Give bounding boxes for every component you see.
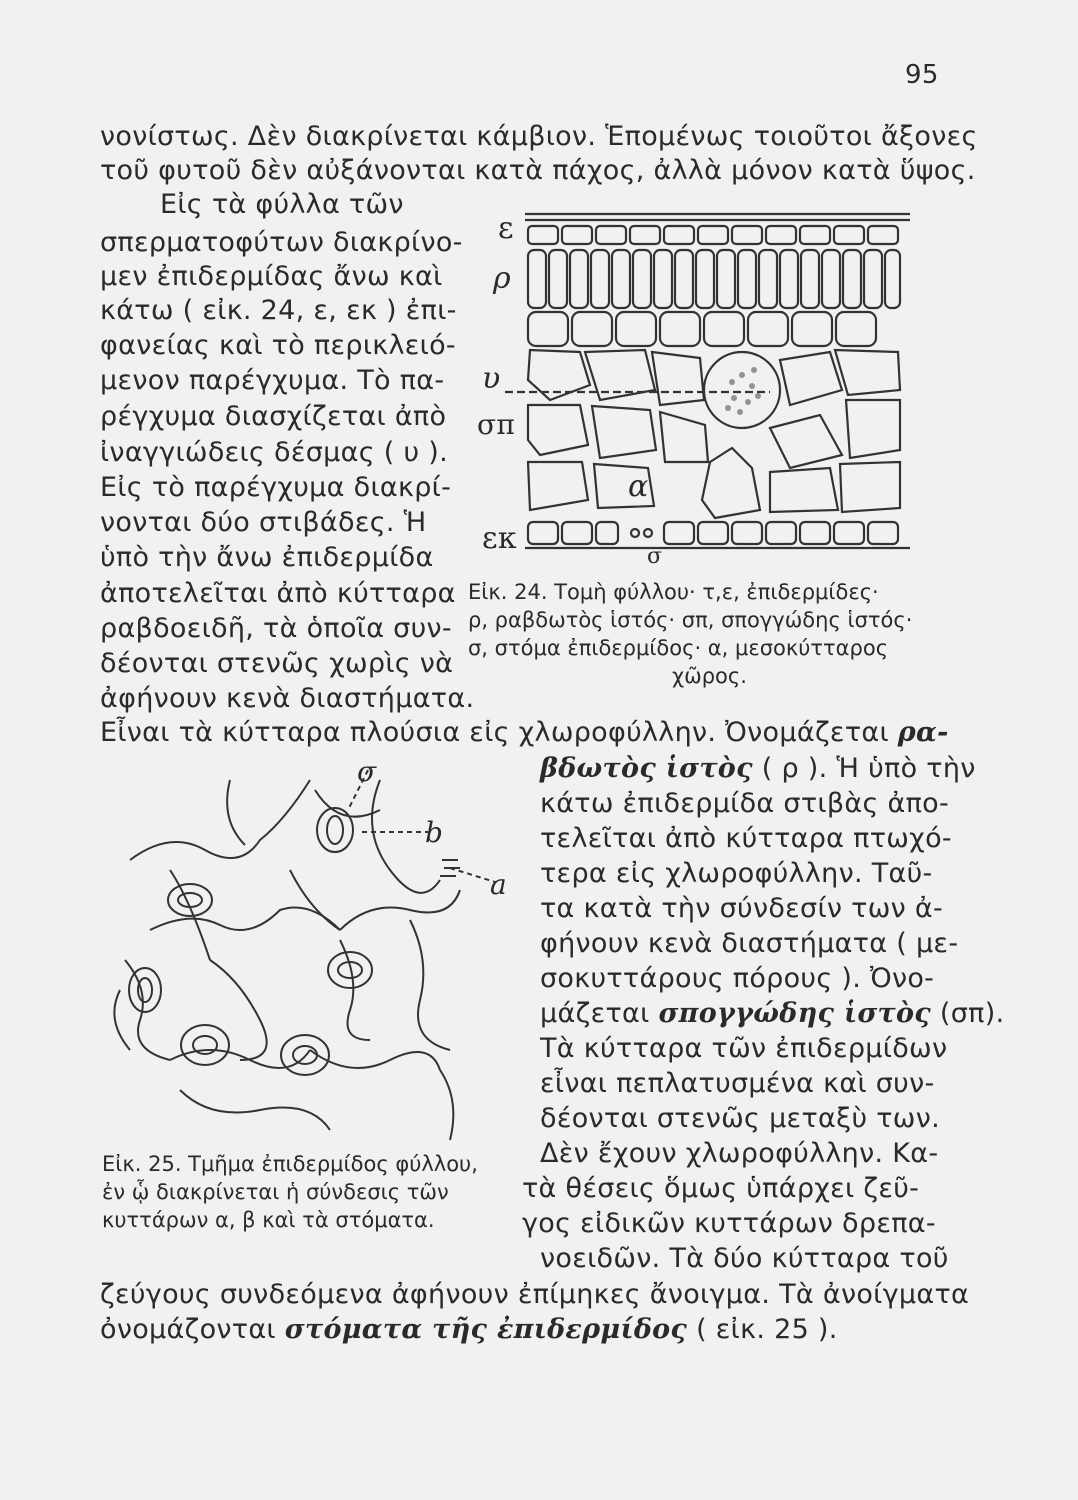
text-line: ἀφήνουν κενὰ διαστήματα. bbox=[100, 683, 475, 714]
label-epsilon: ε bbox=[498, 211, 514, 246]
text-line: τα κατὰ τὴν σύνδεσίν των ἀ- bbox=[540, 893, 944, 924]
leaf-section-drawing bbox=[470, 200, 890, 580]
text-line: ἰναγγιώδεις δέσμας ( υ ). bbox=[100, 437, 448, 468]
term-stomata: στόματα τῆς ἐπιδερμίδος bbox=[284, 1314, 688, 1345]
text-line: τερα εἰς χλωροφύλλην. Ταῦ- bbox=[540, 858, 933, 889]
text-line: φανείας καὶ τὸ περικλειό- bbox=[100, 330, 456, 361]
figure-25-caption-line: κυττάρων α, β καὶ τὰ στόματα. bbox=[102, 1208, 435, 1232]
text-line: μενον παρέγχυμα. Τὸ πα- bbox=[100, 365, 445, 396]
text-line: τὰ θέσεις ὅμως ὑπάρχει ζεῦ- bbox=[522, 1173, 920, 1204]
label-sigma-pi: σπ bbox=[477, 408, 516, 441]
text-line: νοειδῶν. Τὰ δύο κύτταρα τοῦ bbox=[540, 1243, 949, 1274]
text-line: Εἰς τὸ παρέγχυμα διακρί- bbox=[100, 472, 452, 503]
text-span: (σπ). bbox=[931, 998, 1005, 1029]
text-line: Εἰς τὰ φύλλα τῶν bbox=[160, 189, 404, 220]
text-line bbox=[100, 1313, 838, 1347]
figure-25-caption-line: Εἰκ. 25. Τμῆμα ἐπιδερμίδος φύλλου, bbox=[102, 1152, 478, 1176]
text-line: τοῦ φυτοῦ δὲν αὐξάνονται κατὰ πάχος, ἀλλὰ μόνον κατὰ ὕψος. bbox=[100, 155, 976, 186]
text-line bbox=[540, 752, 976, 786]
text-line: Τὰ κύτταρα τῶν ἐπιδερμίδων bbox=[540, 1033, 948, 1064]
text-line: γος εἰδικῶν κυττάρων δρεπα- bbox=[522, 1208, 936, 1239]
text-span: ( εἰκ. 25 ). bbox=[687, 1314, 838, 1345]
figure-24-caption-line: χῶρος. bbox=[672, 664, 747, 688]
text-line: νονται δύο στιβάδες. Ἡ bbox=[100, 507, 427, 538]
label-sigma: σ bbox=[647, 544, 663, 569]
term-rabdotos-istos: βδωτὸς ἱστὸς bbox=[540, 753, 753, 784]
text-line: κάτω ἐπιδερμίδα στιβὰς ἀπο- bbox=[540, 788, 949, 819]
figure-24-caption-line: Εἰκ. 24. Τομὴ φύλλου· τ,ε, ἐπιδερμίδες· bbox=[468, 580, 879, 604]
text-line: κάτω ( εἰκ. 24, ε, εκ ) ἐπι- bbox=[100, 295, 457, 326]
mid-text: Εἶναι τὰ κύτταρα πλούσια εἰς χλωροφύλλην. Ὀνομάζεται bbox=[100, 717, 898, 748]
figure-24-caption-line: ρ, ραβδωτὸς ἱστός· σπ, σπογγώδης ἱστός· bbox=[468, 608, 913, 632]
figure-24-caption-line: σ, στόμα ἐπιδερμίδος· α, μεσοκύτταρος bbox=[468, 636, 889, 660]
text-line bbox=[540, 997, 1004, 1031]
text-line: ὑπὸ τὴν ἄνω ἐπιδερμίδα bbox=[100, 542, 434, 573]
label-a: a bbox=[490, 868, 507, 901]
label-rho: ρ bbox=[493, 261, 511, 296]
label-upsilon: υ bbox=[482, 361, 501, 396]
term-spongodis-istos: σπογγώδης ἱστὸς bbox=[658, 998, 932, 1029]
text-span: μάζεται bbox=[540, 998, 659, 1029]
text-line bbox=[100, 716, 949, 750]
text-line: σοκυττάρους πόρους ). Ὀνο- bbox=[540, 963, 935, 994]
text-line: δέονται στενῶς χωρὶς νὰ bbox=[100, 648, 454, 679]
text-line: δέονται στενῶς μεταξὺ των. bbox=[540, 1103, 940, 1134]
page-number: 95 bbox=[905, 60, 939, 90]
text-line: εἶναι πεπλατυσμένα καὶ συν- bbox=[540, 1068, 935, 1099]
text-line: νονίστως. Δὲν διακρίνεται κάμβιον. Ἑπομένως τοιοῦτοι ἄξονες bbox=[100, 121, 978, 152]
label-epsilon-kappa: εκ bbox=[482, 521, 517, 556]
text-line: ἀποτελεῖται ἀπὸ κύτταρα bbox=[100, 578, 456, 609]
label-b: b bbox=[425, 816, 444, 849]
text-line: ραβδοειδῆ, τὰ ὁποῖα συν- bbox=[100, 613, 452, 644]
text-line: σπερματοφύτων διακρίνο- bbox=[100, 227, 463, 258]
text-line: ζεύγους συνδεόμενα ἀφήνουν ἐπίμηκες ἄνοιγμα. Τὰ ἀνοίγματα bbox=[100, 1279, 970, 1310]
text-line: ρέγχυμα διασχίζεται ἀπὸ bbox=[100, 401, 447, 432]
term-rabdotos: ρα- bbox=[897, 717, 949, 748]
label-alpha: α bbox=[628, 469, 649, 504]
text-span: ὀνομάζονται bbox=[100, 1314, 285, 1345]
label-sigma: σ bbox=[357, 755, 377, 788]
text-line: μεν ἐπιδερμίδας ἄνω καὶ bbox=[100, 261, 443, 292]
text-line: τελεῖται ἀπὸ κύτταρα πτωχό- bbox=[540, 823, 952, 854]
figure-25-caption-line: ἐν ᾧ διακρίνεται ἡ σύνδεσις τῶν bbox=[102, 1180, 449, 1204]
text-line: φήνουν κενὰ διαστήματα ( με- bbox=[540, 928, 959, 959]
text-span: ( ρ ). Ἡ ὑπὸ τὴν bbox=[752, 753, 976, 784]
text-line: Δὲν ἔχουν χλωροφύλλην. Κα- bbox=[540, 1138, 939, 1169]
